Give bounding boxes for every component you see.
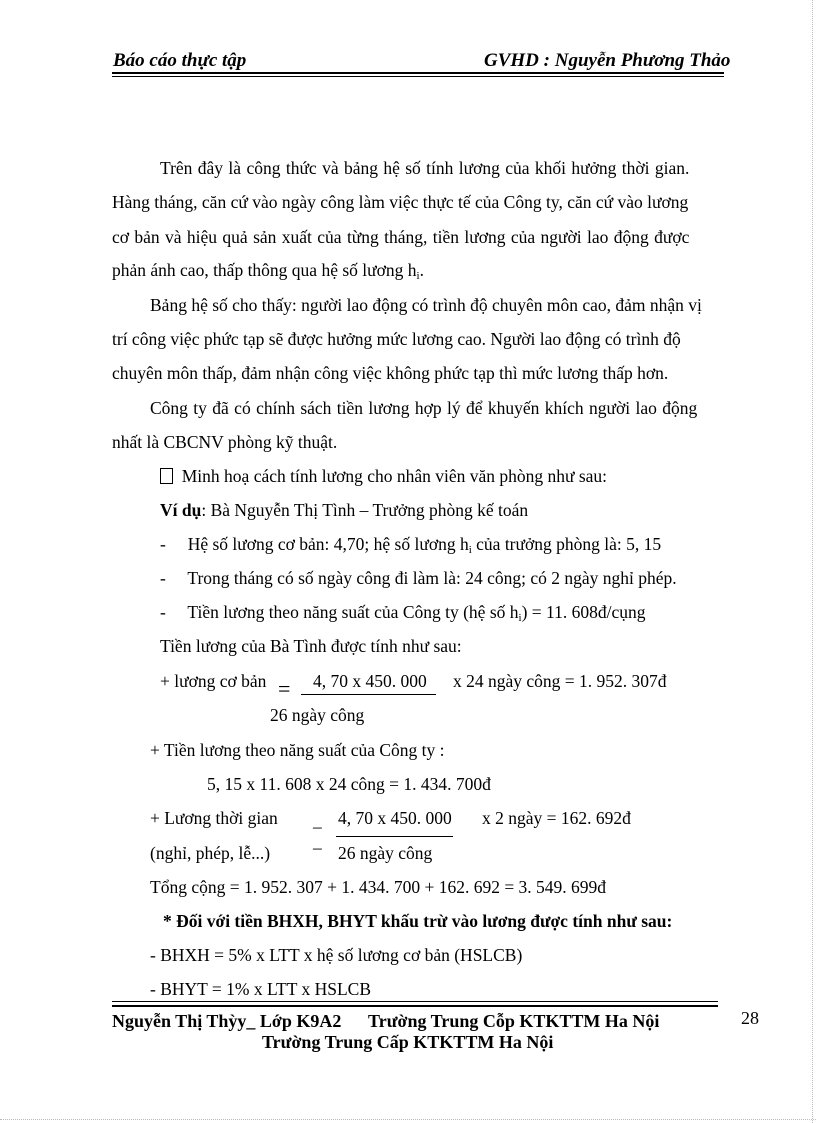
bullet-2: - Trong tháng có số ngày công đi làm là: 24 công; có 2 ngày nghỉ phép. bbox=[160, 568, 677, 588]
example-person: : Bà Nguyễn Thị Tình – Trưởng phòng kế toán bbox=[201, 500, 529, 520]
f1-denominator: 26 ngày công bbox=[270, 705, 365, 725]
f2-line: 5, 15 x 11. 608 x 24 công = 1. 434. 700đ bbox=[207, 774, 491, 794]
page-edge-bottom bbox=[0, 1119, 816, 1120]
bullet-3: - Tiền lương theo năng suất của Công ty (hệ số $h_i) = 11$. 608đ/cụng bbox=[160, 602, 646, 624]
bhxh-line-1: - BHXH = 5% x LTT x hệ số lương cơ bản (HSLCB) bbox=[150, 945, 523, 965]
header-left: Báo cáo thực tập bbox=[113, 50, 247, 71]
example-intro bbox=[160, 468, 607, 486]
p1-line-3: cơ bản và hiệu quả sản xuất của từng tháng, tiền lương của người lao động được bbox=[112, 227, 690, 247]
header-rule-thin bbox=[112, 76, 724, 77]
p1-line-4: phản ánh cao, thấp thông qua hệ số lương $h_i$. bbox=[112, 260, 424, 282]
p1-line-1: Trên đây là công thức và bảng hệ số tính lương của khối hưởng thời gian. bbox=[160, 158, 690, 178]
f1-label: + lương cơ bản bbox=[160, 671, 267, 691]
footer-line-2: Trường Trung Cấp KTKTTM Ha Nội bbox=[262, 1032, 554, 1052]
bullet-3-post: ) = 11. 608đ/cụng bbox=[521, 602, 646, 622]
example-heading bbox=[160, 502, 528, 520]
example-intro-text: Minh hoạ cách tính lương cho nhân viên văn phòng như sau: bbox=[181, 466, 608, 486]
p2-line-3: chuyên môn thấp, đảm nhận công việc không phức tạp thì mức lương thấp hơn. bbox=[112, 363, 669, 383]
p2-line-1: Bảng hệ số cho thấy: người lao động có trình độ chuyên môn cao, đảm nhận vị bbox=[150, 295, 702, 315]
total-line: Tổng cộng = 1. 952. 307 + 1. 434. 700 + 162. 692 = 3. 549. 699đ bbox=[150, 877, 607, 897]
example-label: Ví dụ bbox=[160, 500, 202, 520]
page-number: 28 bbox=[741, 1008, 759, 1028]
p3-line-2: nhất là CBCNV phòng kỹ thuật. bbox=[112, 432, 338, 452]
p1-line-2: Hàng tháng, căn cứ vào ngày công làm việc thực tế của Công ty, căn cứ vào lương bbox=[112, 192, 689, 212]
p2-line-2: trí công việc phức tạp sẽ được hưởng mức lương cao. Người lao động có trình độ bbox=[112, 329, 681, 349]
header-right: GVHD : Nguyễn Phương Thảo bbox=[484, 50, 731, 71]
bullet-3-sub: i bbox=[518, 612, 522, 624]
bullet-1: - Hệ số lương cơ bản: 4,70; hệ số lương $h_i$ của trưởng phòng là: 5, 15 bbox=[160, 534, 662, 556]
bullet-3-pre: Tiền lương theo năng suất của Công ty (hệ số h bbox=[187, 602, 519, 622]
bullet-1-sub: i bbox=[468, 544, 472, 556]
bullet-2-text: Trong tháng có số ngày công đi làm là: 24 công; có 2 ngày nghỉ phép. bbox=[187, 568, 677, 588]
box-bullet-icon bbox=[160, 468, 173, 484]
p3-line-1: Công ty đã có chính sách tiền lương hợp lý để khuyến khích người lao động bbox=[150, 398, 698, 418]
f1-tail: x 24 ngày công = 1. 952. 307đ bbox=[453, 671, 667, 691]
f3-label: + Lương thời gian bbox=[150, 808, 278, 828]
f1-numerator: 4, 70 x 450. 000 bbox=[313, 671, 427, 691]
p1-line-4-text: phản ánh cao, thấp thông qua hệ số lương h bbox=[112, 260, 417, 280]
page-edge-right bbox=[812, 0, 813, 1123]
f3-equals-top: _ bbox=[313, 810, 322, 830]
bhxh-heading: * Đối với tiền BHXH, BHYT khấu trừ vào lương được tính như sau: bbox=[163, 911, 673, 931]
f3-label-2: (nghỉ, phép, lễ...) bbox=[150, 843, 271, 863]
bhxh-line-2: - BHYT = 1% x LTT x HSLCB bbox=[150, 979, 372, 999]
f3-equals-bottom: _ bbox=[313, 831, 322, 851]
f2-label: + Tiền lương theo năng suất của Công ty : bbox=[150, 740, 445, 760]
bullet-1-pre: Hệ số lương cơ bản: 4,70; hệ số lương h bbox=[187, 534, 469, 554]
f3-numerator: 4, 70 x 450. 000 bbox=[338, 808, 452, 828]
f3-denominator: 26 ngày công bbox=[338, 843, 433, 863]
f1-equals: = bbox=[278, 676, 291, 701]
f1-fraction-bar bbox=[301, 694, 436, 695]
p1-subscript: i bbox=[416, 270, 420, 282]
footer-line-1: Nguyễn Thị Thỳy_ Lớp K9A2 Trường Trung Cỗp KTKTTM Ha Nội bbox=[112, 1011, 660, 1031]
header-rule-thick bbox=[112, 72, 724, 74]
bullet-1-post: của trưởng phòng là: 5, 15 bbox=[471, 534, 662, 554]
footer-rule-thin bbox=[112, 1001, 718, 1002]
footer-rule-thick bbox=[112, 1005, 718, 1007]
f3-fraction-bar bbox=[336, 836, 453, 837]
calc-intro: Tiền lương của Bà Tình được tính như sau: bbox=[160, 636, 462, 656]
f3-tail: x 2 ngày = 162. 692đ bbox=[482, 808, 631, 828]
